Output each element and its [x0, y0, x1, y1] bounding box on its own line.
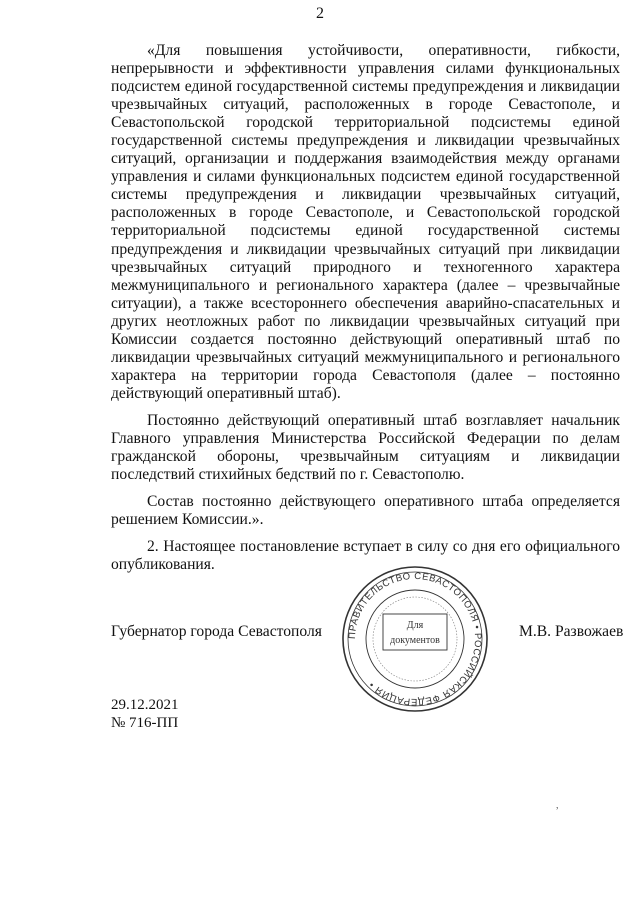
paragraph-composition: Состав постоянно действующего оперативного штаба определяется решением Комиссии.». [111, 493, 620, 529]
resolution-body [111, 42, 620, 574]
document-number: № 716-ПП [111, 715, 179, 731]
seal-center-line2: документов [390, 635, 440, 646]
paragraph-headquarters-head: Постоянно действующий оперативный штаб возглавляет начальник Главного управления Министерства Российской Федерации по делам гражданской обороны, чрезвычайным ситуациям и ликвидации последствий стихийных бедствий по г. Севастополю. [111, 411, 620, 484]
page-number: 2 [316, 5, 324, 22]
signer-position: Губернатор города Севастополя [111, 623, 322, 640]
official-seal-stamp [340, 564, 490, 714]
seal-outer-text: ПРАВИТЕЛЬСТВО СЕВАСТОПОЛЯ • РОССИЙСКАЯ ФЕДЕРАЦИЯ • [346, 570, 484, 708]
stray-dot-mark: , [556, 800, 559, 811]
seal-center-line1: Для [406, 620, 424, 631]
paragraph-entry-into-force: 2. Настоящее постановление вступает в силу со дня его официального опубликования. [111, 538, 620, 574]
document-date: 29.12.2021 [111, 697, 179, 713]
paragraph-headquarters-creation: «Для повышения устойчивости, оперативности, гибкости, непрерывности и эффективности управления силами функциональных подсистем единой государственной системы предупреждения и ликвидации чрезвычайных ситуаций, расположенных в городе Севастополе, и Севастопольской городской территориальной подсистемы единой государственной системы предупреждения и ликвидации чрезвычайных ситуаций, организации и поддержания взаимодействия между органами управления и силами функциональных подсистем единой государственной системы предупреждения и ликвидации чрезвычайных ситуаций, расположенных в городе Севастополе, и Севастопольской городской территориальной подсистемы единой государственной системы предупреждения и ликвидации чрезвычайных ситуаций при ликвидации чрезвычайных ситуаций природного и техногенного характера межмуниципального и регионального характера (далее – чрезвычайные ситуации), а также всестороннего обеспечения аварийно-спасательных и других неотложных работ по ликвидации чрезвычайных ситуаций при Комиссии создается постоянно действующий оперативный штаб по ликвидации чрезвычайных ситуаций межмуниципального и регионального характера на территории города Севастополя (далее – постоянно действующий оперативный штаб). [111, 42, 620, 402]
signer-name: М.В. Развожаев [519, 623, 624, 640]
